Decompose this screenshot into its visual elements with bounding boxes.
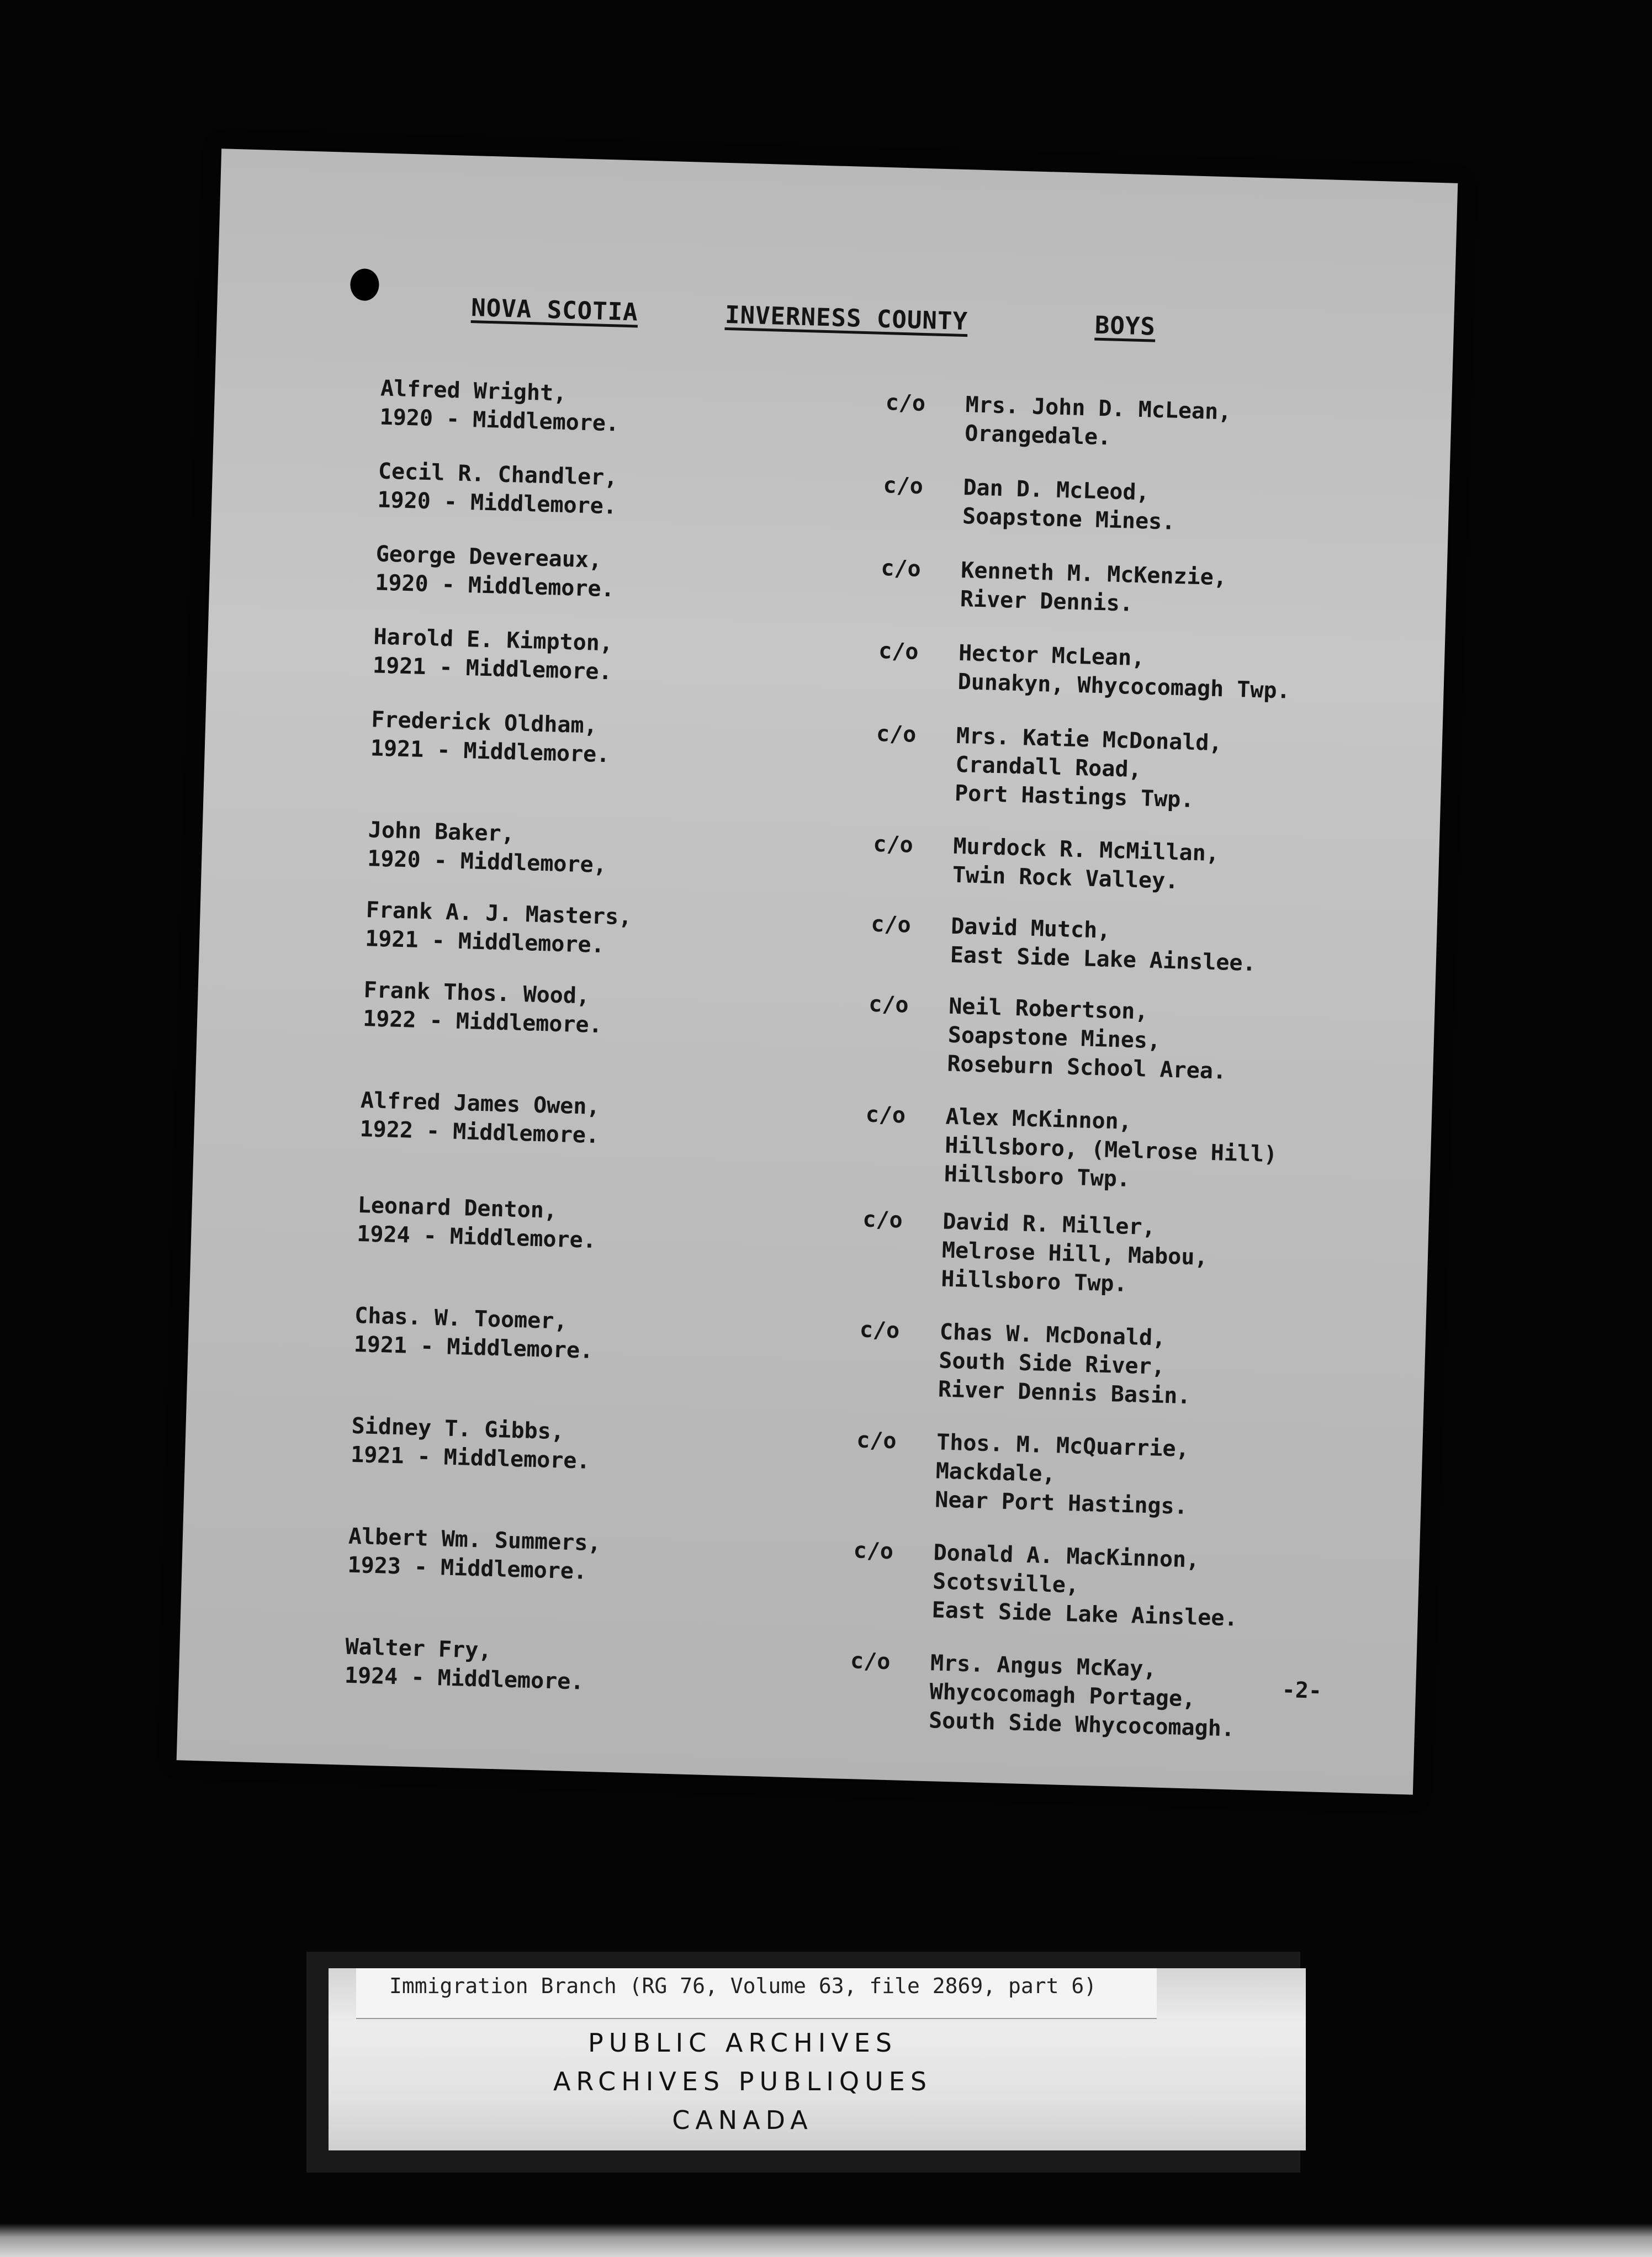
records-list <box>215 369 1452 1742</box>
record-row <box>213 452 1449 535</box>
care-of-label: c/o <box>885 390 926 417</box>
record-row <box>206 701 1442 813</box>
address-line: South Side Whycocomagh. <box>928 1708 1235 1742</box>
care-of-label: c/o <box>850 1648 891 1675</box>
care-of-label: c/o <box>859 1317 900 1344</box>
record-arrival: 1921 - Middlemore. <box>350 1442 591 1474</box>
address-line: Twin Rock Valley. <box>952 862 1179 894</box>
record-row <box>189 1296 1426 1410</box>
address-line: Roseburn School Area. <box>946 1051 1227 1084</box>
reference-tab <box>356 1968 1157 2019</box>
record-name: Albert Wm. Summers, <box>348 1523 602 1556</box>
address-line: Orangedale. <box>964 421 1111 451</box>
record-row <box>211 535 1447 617</box>
record-name: Alfred James Owen, <box>360 1088 601 1120</box>
record-arrival: 1920 - Middlemore. <box>374 570 615 602</box>
care-of-label: c/o <box>862 1206 903 1233</box>
address-line: Soapstone Mines. <box>962 504 1176 535</box>
record-name: Cecil R. Chandler, <box>378 458 618 491</box>
document-heading <box>218 287 1454 341</box>
document-page <box>177 149 1458 1794</box>
record-arrival: 1924 - Middlemore. <box>344 1662 585 1695</box>
record-name: Alfred Wright, <box>380 375 567 406</box>
record-row <box>180 1628 1416 1742</box>
record-name: Leonard Denton, <box>357 1192 558 1224</box>
archive-line-canada: CANADA <box>672 2105 813 2135</box>
address-line: Crandall Road, <box>955 751 1142 783</box>
care-of-label: c/o <box>872 831 914 858</box>
address-line: David Mutch, <box>950 913 1111 944</box>
record-arrival: 1920 - Middlemore. <box>377 487 617 520</box>
page-number: -2- <box>1282 1677 1322 1704</box>
care-of-label: c/o <box>880 555 922 582</box>
record-name: Harold E. Kimpton, <box>373 624 613 656</box>
address-line: Whycocomagh Portage, <box>929 1679 1196 1712</box>
record-row <box>203 811 1439 894</box>
record-arrival: 1921 - Middlemore. <box>353 1331 594 1364</box>
address-line: Scotsville, <box>932 1569 1079 1598</box>
archive-label-card <box>306 1952 1300 2173</box>
address-line: Dunakyn, Whycocomagh Twp. <box>957 669 1291 704</box>
address-line: Mrs. John D. McLean, <box>965 392 1232 425</box>
record-name: Frederick Oldham, <box>370 707 598 739</box>
address-line: Mrs. Angus McKay, <box>930 1650 1157 1682</box>
address-line: Neil Robertson, <box>948 993 1149 1025</box>
address-line: Murdock R. McMillan, <box>952 833 1220 867</box>
archive-line-publiques: ARCHIVES PUBLIQUES <box>553 2067 933 2096</box>
address-line: Mackdale, <box>935 1458 1056 1487</box>
address-line: David R. Miller, <box>942 1209 1156 1241</box>
record-name: Walter Fry, <box>345 1634 492 1664</box>
record-row <box>208 618 1444 704</box>
care-of-label: c/o <box>868 991 909 1018</box>
care-of-label: c/o <box>853 1538 894 1565</box>
care-of-label: c/o <box>878 638 919 665</box>
address-line: River Dennis. <box>960 586 1134 617</box>
archive-label-body <box>329 1968 1306 2150</box>
record-arrival: 1923 - Middlemore. <box>347 1552 587 1585</box>
record-name: Sidney T. Gibbs, <box>351 1413 565 1445</box>
record-name: Frank Thos. Wood, <box>363 977 590 1009</box>
record-arrival: 1921 - Middlemore. <box>370 735 610 768</box>
address-line: East Side Lake Ainslee. <box>950 942 1257 977</box>
record-arrival: 1921 - Middlemore. <box>372 653 613 685</box>
heading-category: BOYS <box>1094 311 1156 341</box>
record-arrival: 1920 - Middlemore. <box>379 404 620 437</box>
record-row <box>215 369 1452 451</box>
punch-hole <box>350 268 380 301</box>
address-line: South Side River, <box>938 1348 1166 1380</box>
record-row <box>187 1407 1423 1520</box>
film-edge <box>0 2224 1652 2257</box>
address-line: Hector McLean, <box>958 640 1145 671</box>
care-of-label: c/o <box>856 1427 897 1454</box>
record-row <box>183 1517 1420 1631</box>
heading-province: NOVA SCOTIA <box>470 294 639 327</box>
address-line: Kenneth M. McKenzie, <box>960 557 1227 591</box>
address-line: Alex McKinnon, <box>945 1104 1132 1135</box>
address-line: East Side Lake Ainslee. <box>931 1597 1238 1631</box>
address-line: Port Hastings Twp. <box>954 780 1195 813</box>
record-arrival: 1922 - Middlemore. <box>362 1006 603 1039</box>
record-arrival: 1921 - Middlemore. <box>364 926 605 958</box>
record-name: Chas. W. Toomer, <box>354 1302 568 1334</box>
care-of-label: c/o <box>865 1101 906 1128</box>
address-line: Hillsboro Twp. <box>944 1161 1131 1192</box>
record-name: John Baker, <box>368 817 515 847</box>
address-line: Near Port Hastings. <box>934 1487 1188 1520</box>
heading-county: INVERNESS COUNTY <box>724 300 968 336</box>
archive-line-public: PUBLIC ARCHIVES <box>587 2028 898 2058</box>
archive-stamp <box>329 2023 1157 2139</box>
archive-reference: Immigration Branch (RG 76, Volume 63, file 2869, part 6) <box>389 1974 1097 1998</box>
address-line: Donald A. MacKinnon, <box>933 1540 1200 1573</box>
care-of-label: c/o <box>876 720 917 748</box>
record-arrival: 1924 - Middlemore. <box>356 1221 597 1254</box>
record-arrival: 1920 - Middlemore, <box>367 846 607 878</box>
address-line: Melrose Hill, Mabou, <box>941 1237 1209 1270</box>
address-line: Dan D. McLeod, <box>962 475 1150 506</box>
address-line: Hillsboro Twp. <box>940 1266 1128 1297</box>
address-line: Mrs. Katie McDonald, <box>956 723 1223 756</box>
address-line: Hillsboro, (Melrose Hill) <box>944 1132 1278 1168</box>
address-line: Chas W. McDonald, <box>939 1319 1166 1351</box>
record-row <box>195 1082 1432 1192</box>
record-name: Frank A. J. Masters, <box>366 897 632 930</box>
care-of-label: c/o <box>870 911 912 938</box>
address-line: Soapstone Mines, <box>947 1022 1161 1054</box>
record-name: George Devereaux, <box>375 541 602 573</box>
address-line: Thos. M. McQuarrie, <box>936 1429 1190 1463</box>
care-of-label: c/o <box>883 473 924 500</box>
address-line: River Dennis Basin. <box>938 1376 1191 1410</box>
record-arrival: 1922 - Middlemore. <box>359 1116 600 1149</box>
